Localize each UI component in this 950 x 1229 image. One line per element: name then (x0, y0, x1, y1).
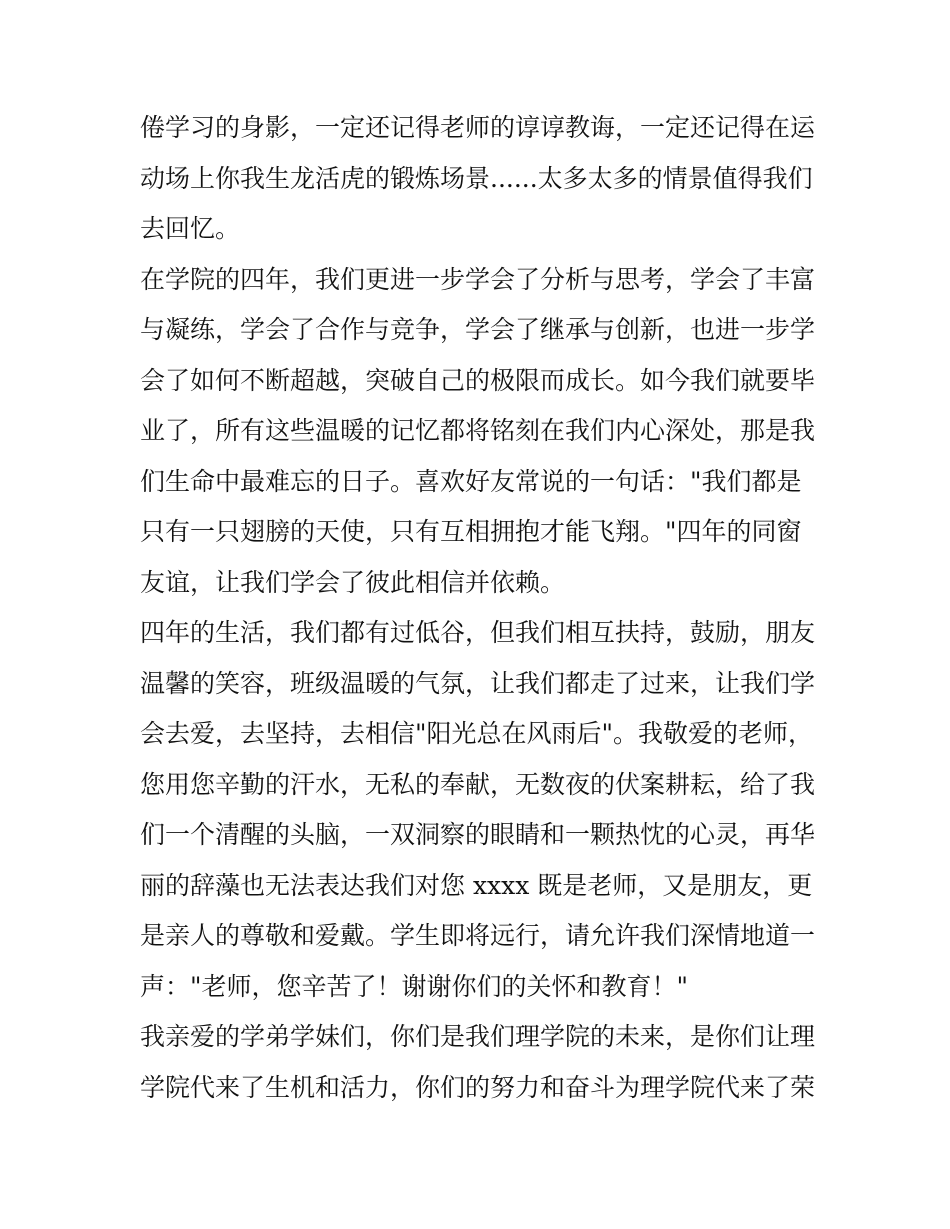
text-line: 会去爱，去坚持，去相信"阳光总在风雨后"。我敬爱的老师， (140, 719, 814, 748)
text-line: 与凝练，学会了合作与竞争，学会了继承与创新，也进一步学 (140, 315, 816, 344)
text-line: 温馨的笑容，班级温暖的气氛，让我们都走了过来，让我们学 (140, 668, 816, 698)
text-line: 们生命中最难忘的日子。喜欢好友常说的一句话："我们都是 (140, 466, 802, 496)
text-line: 业了，所有这些温暖的记忆都将铭刻在我们内心深处，那是我 (140, 416, 816, 445)
text-line: 四年的生活，我们都有过低谷，但我们相互扶持，鼓励，朋友 (140, 618, 816, 647)
text-line: 倦学习的身影，一定还记得老师的谆谆教诲，一定还记得在运 (140, 113, 816, 142)
text-line: 声："老师，您辛苦了！谢谢你们的关怀和教育！" (140, 971, 688, 1001)
text-line: 会了如何不断超越，突破自己的极限而成长。如今我们就要毕 (140, 365, 816, 395)
text-line: 是亲人的尊敬和爱戴。学生即将远行，请允许我们深情地道一 (140, 921, 816, 950)
text-line: 动场上你我生龙活虎的锻炼场景......太多太多的情景值得我们 (140, 163, 813, 193)
text-line: 丽的辞藻也无法表达我们对您 xxxx 既是老师，又是朋友，更 (140, 870, 813, 900)
text-line: 们一个清醒的头脑，一双洞察的眼睛和一颗热忱的心灵，再华 (140, 820, 816, 849)
text-line: 只有一只翅膀的天使，只有互相拥抱才能飞翔。"四年的同窗 (140, 517, 802, 546)
text-line: 在学院的四年，我们更进一步学会了分析与思考，学会了丰富 (140, 264, 816, 294)
text-line: 友谊，让我们学会了彼此相信并依赖。 (140, 567, 566, 597)
text-line: 您用您辛勤的汗水，无私的奉献，无数夜的伏案耕耘，给了我 (140, 769, 816, 799)
text-line: 学院代来了生机和活力，你们的努力和奋斗为理学院代来了荣 (140, 1072, 816, 1102)
text-line: 去回忆。 (140, 214, 241, 243)
document-body (140, 103, 820, 1113)
text-line: 我亲爱的学弟学妹们，你们是我们理学院的未来，是你们让理 (140, 1022, 816, 1051)
